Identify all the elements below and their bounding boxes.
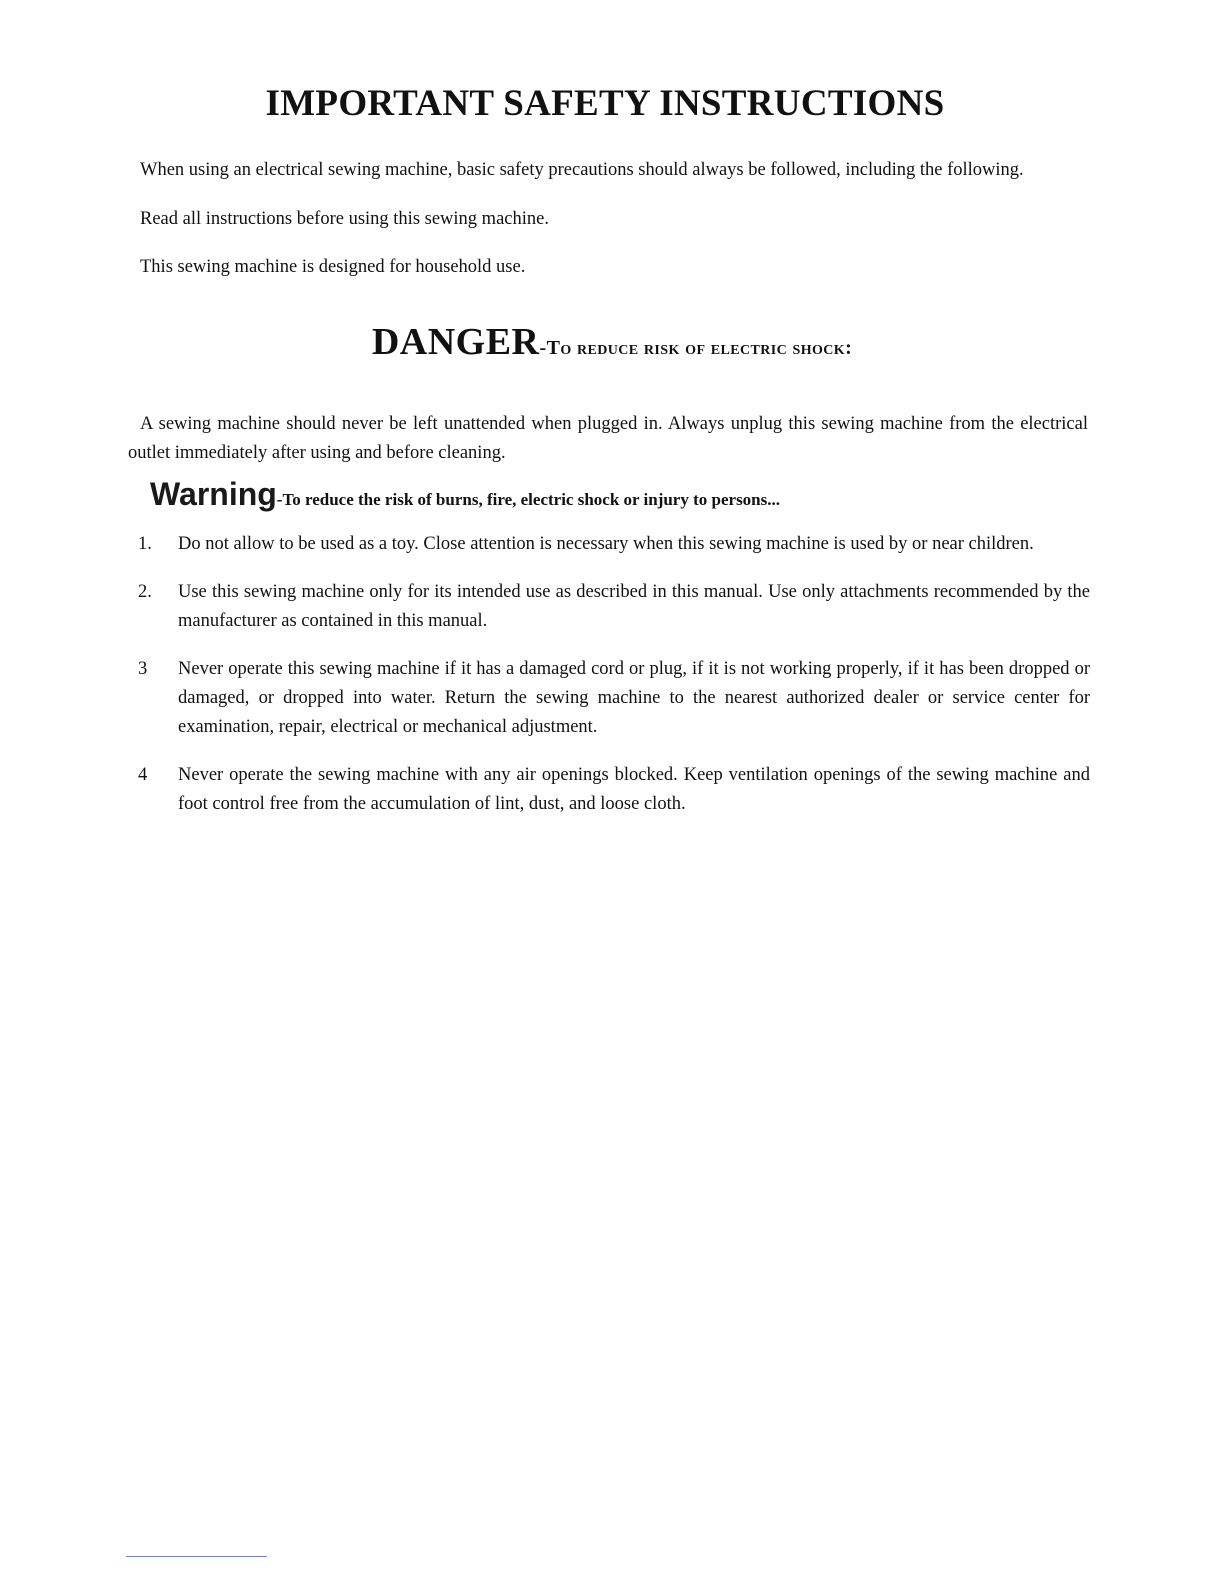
danger-subtitle: -To reduce risk of electric shock: — [539, 337, 853, 359]
warning-heading — [150, 476, 780, 513]
safety-rule-3 — [138, 655, 1090, 742]
safety-rule-2 — [138, 578, 1090, 636]
rule-number: 2. — [138, 582, 152, 602]
rule-number: 3 — [138, 659, 148, 679]
footnote-divider — [126, 1556, 267, 1557]
intro-paragraph-household-use: This sewing machine is designed for household use. — [140, 257, 526, 277]
intro-paragraph-read-instructions: Read all instructions before using this sewing machine. — [140, 209, 549, 229]
danger-word: DANGER — [371, 321, 540, 363]
rule-number: 4 — [138, 765, 148, 785]
safety-rule-1 — [138, 530, 1090, 559]
danger-heading — [0, 320, 1224, 364]
rule-text: Use this sewing machine only for its intended use as described in this manual. Use only attachments recommended by the manufacturer as contained in this manual. — [178, 582, 1090, 631]
rule-number: 1. — [138, 534, 152, 554]
danger-paragraph: A sewing machine should never be left unattended when plugged in. Always unplug this sewing machine from the electrical outlet immediately after using and before cleaning. — [128, 414, 1088, 463]
warning-subtitle: -To reduce the risk of burns, fire, electric shock or injury to persons... — [276, 490, 780, 509]
rule-text: Never operate the sewing machine with any air openings blocked. Keep ventilation openings of the sewing machine and foot control free from the accumulation of lint, dust, and loose cloth. — [178, 765, 1090, 814]
safety-rule-list — [138, 530, 1090, 838]
rule-text: Do not allow to be used as a toy. Close attention is necessary when this sewing machine is used by or near children. — [178, 534, 1034, 554]
page-title: IMPORTANT SAFETY INSTRUCTIONS — [265, 83, 945, 124]
safety-rule-4 — [138, 761, 1090, 819]
warning-word: Warning — [150, 476, 277, 512]
intro-paragraph-general: When using an electrical sewing machine, basic safety precautions should always be followed, including the following. — [140, 160, 1024, 180]
rule-text: Never operate this sewing machine if it has a damaged cord or plug, if it is not working properly, if it has been dropped or damaged, or dropped into water. Return the sewing machine to the nearest authorized dealer or service center for examination, repair, electrical or mechanical adjustment. — [178, 659, 1090, 737]
